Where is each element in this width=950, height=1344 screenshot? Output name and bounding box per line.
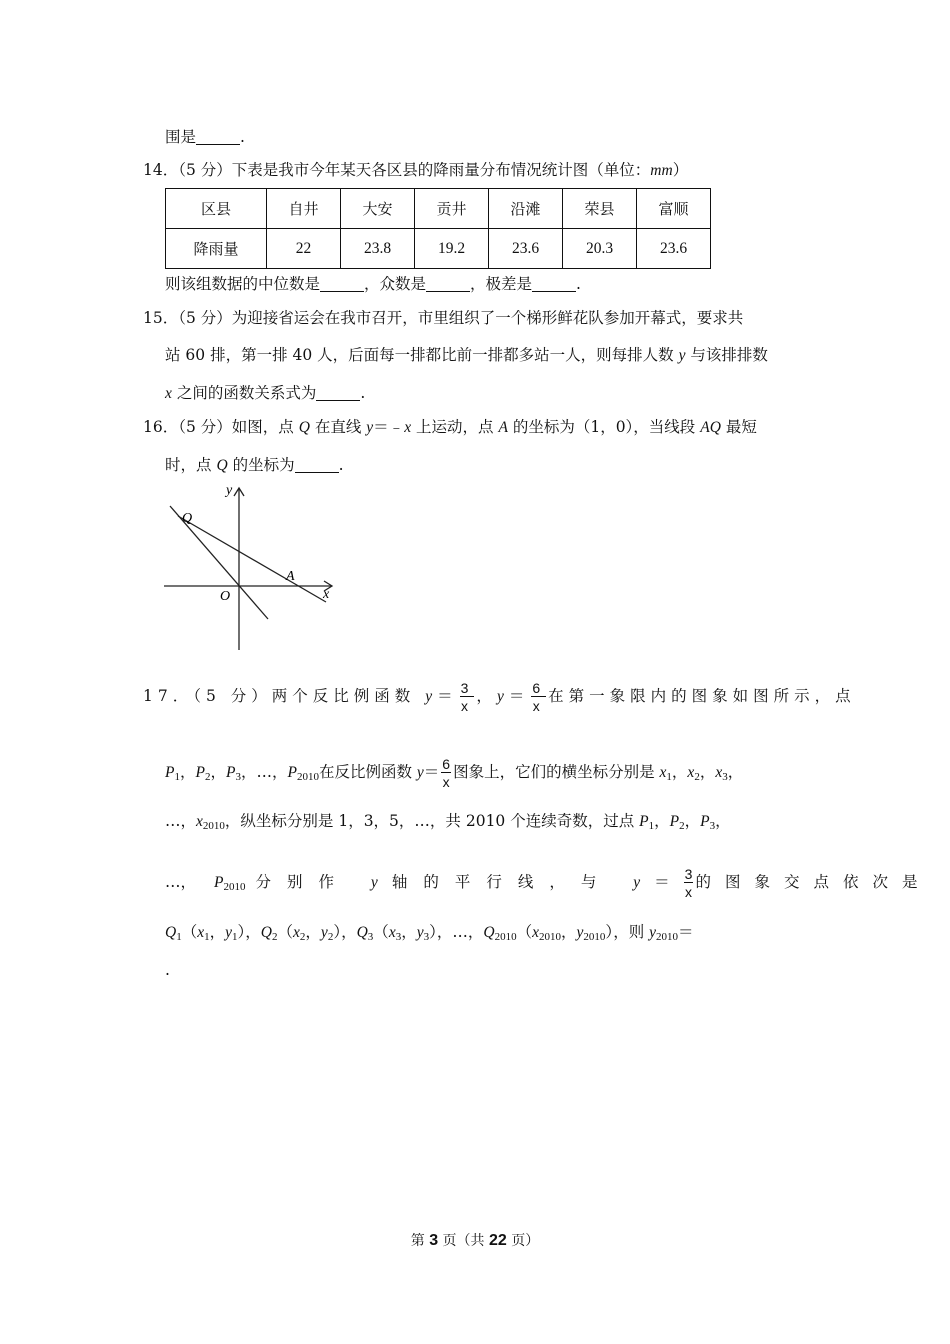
q17-eq: ＝ [437, 687, 458, 705]
q17-text: 图象上，它们的横坐标分别是 [453, 763, 660, 781]
var-y: y [633, 874, 641, 891]
q16-segment-aq: AQ [700, 419, 721, 436]
var-y: y [416, 924, 424, 941]
q15-var-y: y [678, 347, 686, 364]
total-pages: 22 [489, 1232, 507, 1249]
var-y: y [496, 688, 509, 705]
ellipsis: … [452, 923, 468, 941]
fraction-3-over-x [460, 681, 475, 713]
q15-end: . [360, 384, 366, 402]
subscript: 2010 [494, 931, 517, 943]
subscript: 2 [679, 820, 685, 832]
q17-line-2 [165, 756, 743, 793]
var-y: y [425, 688, 438, 705]
q16-end: . [338, 456, 344, 474]
q16-score: （5 分） [178, 418, 232, 436]
q17-eq: ＝ [508, 687, 530, 705]
subscript: 2010 [202, 820, 225, 832]
label-q: Q [182, 511, 193, 526]
table-cell: 22 [267, 229, 341, 269]
q16-line-1 [143, 417, 757, 438]
answer-blank [316, 386, 360, 401]
separator: ， [715, 812, 731, 830]
point-q: Q [356, 924, 368, 941]
separator: ， [210, 763, 226, 781]
paren: ） [237, 923, 246, 941]
q16-text: 如图，点 [231, 418, 299, 436]
q17-text: 两个反比例函数 [271, 687, 426, 705]
q16-text: 时，点 [165, 456, 217, 474]
var-y: y [576, 924, 584, 941]
paren: ） [429, 923, 437, 941]
var-x: x [197, 924, 205, 941]
subscript: 3 [423, 931, 430, 943]
separator: ， [179, 763, 196, 781]
q17-line-5 [165, 922, 694, 947]
point-p: P [165, 764, 175, 781]
footer-text: 第 [410, 1233, 430, 1249]
var-x: x [293, 924, 300, 941]
table-cell: 19.2 [415, 229, 489, 269]
var-x: x [388, 924, 396, 941]
table-cell: 自井 [267, 189, 341, 229]
subscript: 1 [232, 931, 238, 943]
q17-comma: ， [476, 687, 497, 705]
q16-text: 的坐标为 [227, 456, 295, 474]
q17-line-6 [165, 960, 170, 980]
table-cell: 降雨量 [166, 229, 267, 269]
separator: ， [209, 923, 226, 941]
label-a: A [286, 569, 295, 584]
subscript: 2010 [656, 931, 679, 943]
segment-aq [178, 516, 326, 602]
table-cell: 富顺 [637, 189, 711, 229]
q14-ask-range: ，极差是 [470, 275, 533, 293]
paren: （ [516, 923, 533, 941]
q17-line-4 [165, 866, 931, 903]
point-p: P [287, 764, 297, 781]
q15-text-2a: 站 60 排，第一排 40 人，后面每一排都比前一排都多站一人，则每排人数 [165, 346, 679, 364]
separator: ， [654, 812, 670, 830]
point-p: P [669, 813, 680, 830]
paren: （ [373, 923, 389, 941]
answer-blank [320, 277, 364, 292]
q15-text-2b: 与该排排数 [685, 346, 768, 364]
q17-text: 在第一象限内的图象如图所示，点 [548, 687, 856, 705]
q17-eq: ＝ [654, 873, 670, 891]
fraction-numerator: 6 [532, 680, 546, 696]
fraction-6-over-x [531, 681, 546, 713]
q15-line-1 [143, 308, 743, 328]
var-x: x [659, 764, 667, 781]
point-q: Q [165, 924, 177, 941]
fraction-denominator: x [461, 698, 474, 714]
table-cell: 23.8 [341, 229, 415, 269]
separator: ， [271, 763, 288, 781]
ellipsis: … [165, 873, 181, 891]
separator: ， [401, 923, 417, 941]
point-p: P [225, 764, 236, 781]
label-o: O [220, 589, 231, 604]
answer-blank [196, 130, 240, 145]
subscript: 2010 [296, 771, 319, 783]
var-x: x [196, 813, 203, 830]
q17-text: 在反比例函数 [318, 763, 417, 781]
separator: ， [561, 923, 577, 941]
table-cell: 23.6 [637, 229, 711, 269]
page-footer [0, 1230, 950, 1250]
q15-score: （5 分） [178, 309, 232, 327]
q17-text: 的图象交点依次是 [695, 873, 932, 891]
q15-text-3: 之间的函数关系式为 [171, 384, 317, 402]
table-cell: 20.3 [563, 229, 637, 269]
q16-text: 在直线 [309, 418, 367, 436]
q16-figure [160, 482, 350, 652]
page-number: 3 [429, 1232, 439, 1249]
q14-ask-median: 则该组数据的中位数是 [165, 275, 321, 293]
separator: ， [341, 923, 357, 941]
footer-text: 页（共 [438, 1233, 489, 1249]
q14-number: 14． [143, 161, 179, 179]
table-cell: 大安 [341, 189, 415, 229]
footer-text: 页） [506, 1233, 540, 1249]
subscript: 1 [648, 820, 655, 832]
label-x: x [323, 587, 330, 602]
point-q: Q [260, 924, 272, 941]
var-x: x [532, 924, 540, 941]
table-row [166, 229, 711, 269]
var-x: x [715, 764, 723, 781]
paren: （ [277, 923, 294, 941]
table-cell: 23.6 [489, 229, 563, 269]
answer-blank [532, 277, 576, 292]
q16-text: 的坐标为（1，0），当线段 [507, 418, 701, 436]
fraction-6-over-x [441, 757, 451, 789]
subscript: 1 [174, 771, 180, 783]
point-q: Q [483, 924, 495, 941]
subscript: 2 [694, 771, 700, 783]
q13-tail-end: . [240, 128, 245, 146]
var-y: y [649, 924, 657, 941]
rainfall-table [165, 188, 711, 269]
q15-line-2 [165, 345, 768, 366]
var-y: y [416, 764, 424, 781]
fraction-denominator: x [685, 884, 693, 900]
fraction-numerator: 6 [442, 756, 451, 772]
table-cell: 沿滩 [489, 189, 563, 229]
ellipsis: … [165, 812, 181, 830]
var-x: x [687, 764, 695, 781]
q14-ask-mode: ，众数是 [364, 275, 427, 293]
q15-line-3 [165, 383, 365, 404]
q15-number: 15． [143, 309, 179, 327]
separator: ， [305, 923, 321, 941]
q14-text: 下表是我市今年某天各区县的降雨量分布情况统计图（单位： [231, 161, 651, 179]
separator: ， [436, 923, 453, 941]
q15-var-x: x [165, 385, 172, 402]
subscript: 3 [709, 820, 716, 832]
q16-number: 16． [143, 418, 179, 436]
q13-tail [165, 127, 245, 147]
q17-score: （5 分） [193, 687, 272, 705]
ellipsis: … [256, 763, 272, 781]
separator: ， [727, 763, 744, 781]
subscript: 3 [235, 771, 241, 783]
separator: ， [245, 923, 261, 941]
point-p: P [639, 813, 649, 830]
var-y: y [320, 924, 328, 941]
separator: ， [699, 763, 716, 781]
subscript: 3 [367, 931, 374, 943]
q16-text: ＝﹣ [373, 418, 405, 436]
separator: ， [671, 763, 688, 781]
q14-question [165, 274, 581, 294]
q17-text: 分别作 [255, 873, 371, 891]
q16-point-q: Q [298, 419, 310, 436]
q17-line-3 [165, 811, 731, 836]
q14-stem [143, 160, 688, 181]
q16-eq-y: y [366, 419, 374, 436]
q17-eq: ＝ [423, 763, 440, 781]
table-cell: 荣县 [563, 189, 637, 229]
fraction-denominator: x [442, 774, 450, 790]
label-y: y [226, 483, 233, 498]
point-p: P [195, 764, 205, 781]
subscript: 2 [204, 771, 211, 783]
subscript: 2010 [223, 881, 246, 893]
var-y: y [370, 874, 378, 891]
point-p: P [700, 813, 710, 830]
separator: ， [180, 812, 197, 830]
q16-text: 上运动，点 [411, 418, 499, 436]
subscript: 2 [327, 931, 334, 943]
answer-blank [426, 277, 470, 292]
q16-line-2 [165, 455, 344, 476]
subscript: 3 [395, 931, 402, 943]
q13-tail-text: 围是 [165, 128, 197, 146]
q17-line-1 [143, 680, 856, 713]
table-cell: 贡井 [415, 189, 489, 229]
q17-text: 轴的平行线，与 [391, 873, 634, 891]
paren: （ [181, 923, 198, 941]
paren: ） [333, 923, 342, 941]
q16-point-a: A [498, 419, 508, 436]
q16-point-q: Q [216, 457, 228, 474]
separator: ， [684, 812, 701, 830]
fraction-numerator: 3 [460, 680, 474, 696]
subscript: 2 [299, 931, 306, 943]
q17-end: . [165, 961, 170, 979]
q16-text: 最短 [720, 418, 757, 436]
subscript: 2010 [539, 931, 562, 943]
var-y: y [225, 924, 233, 941]
q17-number: 17． [143, 687, 194, 705]
separator: ， [240, 763, 257, 781]
q14-close: ） [672, 161, 689, 179]
subscript: 3 [722, 771, 728, 783]
subscript: 1 [204, 931, 210, 943]
subscript: 1 [176, 931, 182, 943]
table-cell: 区县 [166, 189, 267, 229]
q17-text: ，则 [613, 923, 650, 941]
separator: ， [467, 923, 484, 941]
subscript: 2010 [583, 931, 606, 943]
fraction-denominator: x [532, 698, 545, 714]
q17-eq: ＝ [678, 923, 694, 941]
q14-score: （5 分） [178, 161, 232, 179]
subscript: 1 [666, 771, 672, 783]
q14-ask-end: . [576, 275, 581, 293]
q17-text: ，纵坐标分别是 1，3，5，…，共 2010 个连续奇数，过点 [224, 812, 640, 830]
table-header-row [166, 189, 711, 229]
fraction-numerator: 3 [684, 866, 693, 882]
q14-unit: mm [650, 162, 673, 179]
fraction-3-over-x [684, 867, 694, 899]
point-p: P [214, 874, 224, 891]
subscript: 2 [272, 931, 278, 943]
paren: ） [605, 923, 614, 941]
separator: ， [180, 873, 197, 891]
q16-eq-x: x [404, 419, 412, 436]
q15-text-1: 为迎接省运会在我市召开，市里组织了一个梯形鲜花队参加开幕式，要求共 [231, 309, 744, 327]
answer-blank [295, 458, 339, 473]
